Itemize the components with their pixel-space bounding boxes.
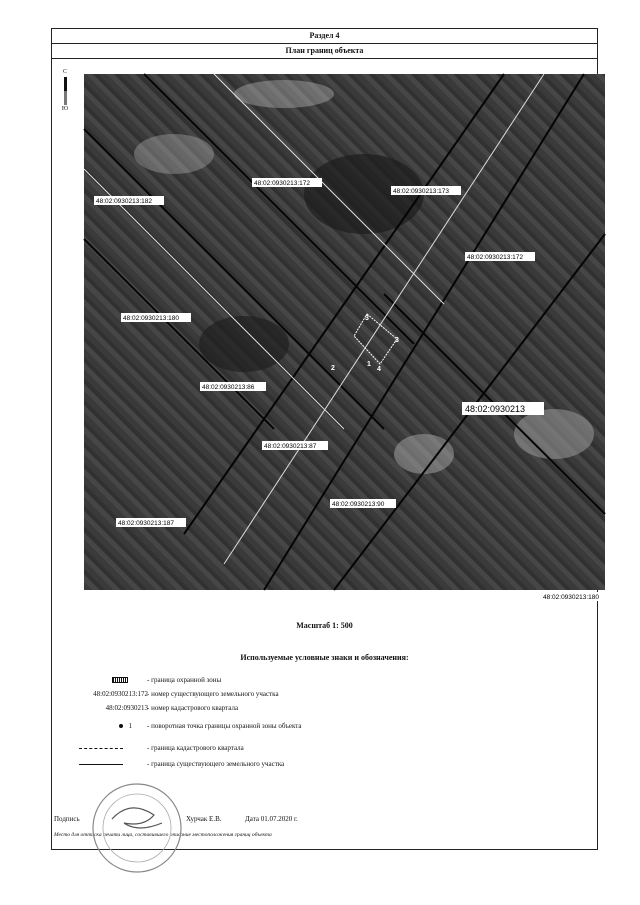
svg-text:48:02:0930213:172: 48:02:0930213:172 bbox=[467, 254, 524, 261]
parcel-label bbox=[330, 499, 396, 508]
section-header: Раздел 4 bbox=[52, 29, 597, 44]
parcel-label bbox=[541, 592, 611, 601]
svg-text:48:02:0930213:87: 48:02:0930213:87 bbox=[264, 443, 317, 450]
legend-item: - граница кадастрового квартала bbox=[52, 741, 597, 755]
svg-text:48:02:0930213: 48:02:0930213 bbox=[465, 404, 526, 414]
svg-text:48:02:0930213:182: 48:02:0930213:182 bbox=[96, 198, 153, 205]
parcel-label bbox=[121, 313, 191, 322]
north-label: С bbox=[62, 69, 67, 75]
point-label: 2 bbox=[331, 365, 335, 372]
parcel-border-icon bbox=[79, 764, 123, 765]
point-label: 3 bbox=[395, 337, 399, 344]
legend-item: 48:02:0930213:172 - номер существующего земельного участка bbox=[93, 690, 279, 698]
legend-title: Используемые условные знаки и обозначения: bbox=[240, 653, 409, 662]
stamp-note: Место для оттиска печати лица, составившего описание местоположения границ объекта bbox=[54, 832, 272, 838]
turning-point-icon bbox=[119, 724, 123, 728]
svg-text:48:02:0930213:173: 48:02:0930213:173 bbox=[393, 188, 450, 195]
point-label: 4 bbox=[377, 366, 381, 373]
stamp-seal-icon bbox=[90, 781, 184, 875]
sign-date: Дата 01.07.2020 г. bbox=[245, 815, 298, 823]
legend-item: - граница охранной зоны bbox=[52, 673, 597, 687]
arrow-bar bbox=[64, 77, 67, 105]
parcel-label bbox=[391, 186, 461, 195]
point-label: 3 bbox=[365, 315, 369, 322]
legend-item: - граница существующего земельного участка bbox=[52, 757, 597, 771]
map-scale: Масштаб 1: 500 bbox=[296, 621, 353, 630]
signature-label: Подпись bbox=[54, 815, 80, 823]
legend-item: 48:02:0930213 - номер кадастрового квартала bbox=[105, 704, 239, 712]
north-arrow-icon bbox=[59, 69, 71, 113]
svg-text:48:02:0930213:180: 48:02:0930213:180 bbox=[123, 315, 180, 322]
document-sheet bbox=[51, 28, 598, 850]
parcel-label bbox=[200, 382, 266, 391]
parcel-label bbox=[262, 441, 328, 450]
parcel-label bbox=[252, 178, 322, 187]
map-overlay bbox=[84, 74, 605, 601]
svg-text:48:02:0930213:172: 48:02:0930213:172 bbox=[254, 180, 311, 187]
svg-text:48:02:0930213:86: 48:02:0930213:86 bbox=[202, 384, 255, 391]
parcel-label bbox=[116, 518, 186, 527]
signer-name: Хурчак Е.В. bbox=[186, 815, 222, 823]
quarter-label bbox=[462, 402, 544, 415]
zone-border-icon bbox=[112, 677, 128, 683]
aerial-map bbox=[84, 74, 605, 601]
parcel-label bbox=[94, 196, 164, 205]
parcel-label bbox=[465, 252, 535, 261]
svg-text:48:02:0930213:90: 48:02:0930213:90 bbox=[332, 501, 385, 508]
svg-text:48:02:0930213:187: 48:02:0930213:187 bbox=[118, 520, 175, 527]
quarter-border-icon bbox=[79, 748, 123, 749]
legend-item: 1 - поворотная точка границы охранной зоны объекта bbox=[52, 719, 597, 733]
point-label: 1 bbox=[367, 361, 371, 368]
page-title: План границ объекта bbox=[52, 44, 597, 59]
south-label: Ю bbox=[61, 106, 69, 112]
svg-text:48:02:0930213:180: 48:02:0930213:180 bbox=[543, 594, 600, 601]
